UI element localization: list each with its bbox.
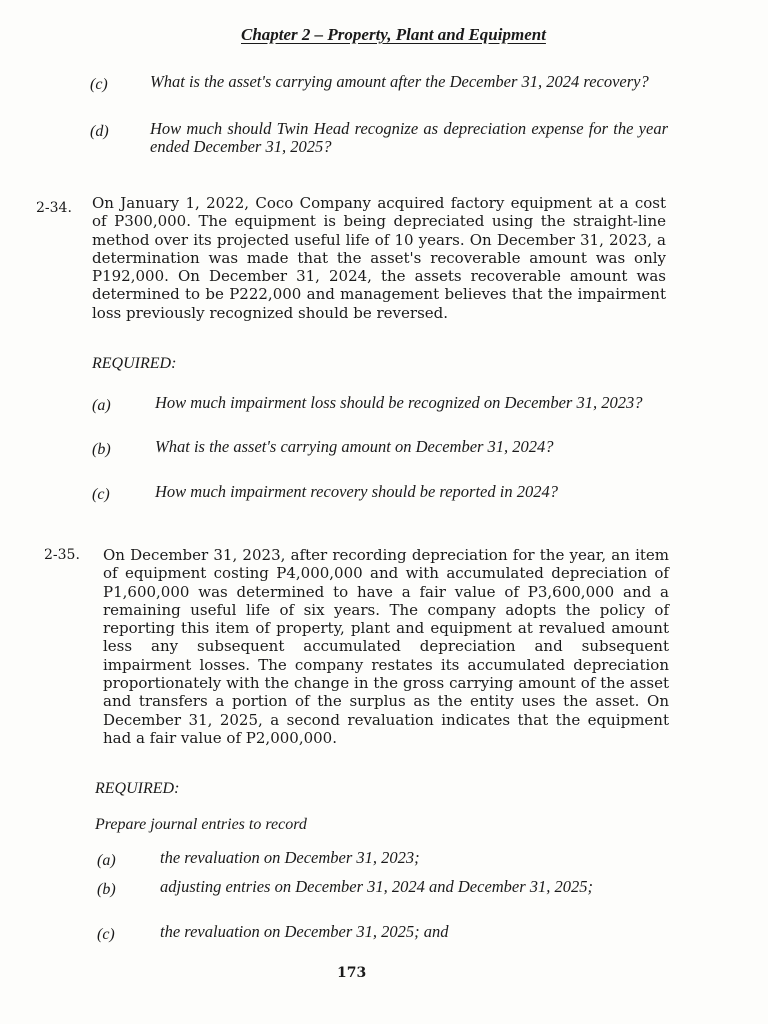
prev-item-d-label: (d) (90, 123, 109, 140)
problem-2-34-item-b-label: (b) (92, 441, 111, 458)
prev-item-c-text: What is the asset's carrying amount after the December 31, 2024 recovery? (150, 72, 649, 91)
problem-2-34-body: On January 1, 2022, Coco Company acquired factory equipment at a cost of P300,000. The equipment is being depreciated using the straight-line method over its projected useful life of 10 years. On December 31, 2023, a determination was made that the asset's recoverable amount was only P192,000. On December 31, 2024, the assets recoverable amount was determined to be P222,000 and management believes that the impairment loss previously recognized should be reversed. (92, 194, 666, 322)
problem-2-35-item-c-text: the revaluation on December 31, 2025; and (160, 922, 449, 941)
problem-2-35-required: REQUIRED: (95, 780, 180, 797)
problem-2-34-number: 2-34. (36, 200, 72, 216)
chapter-header: Chapter 2 – Property, Plant and Equipment (241, 25, 546, 44)
problem-2-35-number: 2-35. (44, 547, 80, 563)
prev-item-d-text: How much should Twin Head recognize as depreciation expense for the year ended December 31, 2025? (150, 119, 668, 156)
problem-2-35-instruction: Prepare journal entries to record (95, 816, 307, 833)
problem-2-34-item-c-label: (c) (92, 486, 110, 503)
problem-2-34-item-a-text: How much impairment loss should be recognized on December 31, 2023? (155, 393, 643, 412)
page-number: 173 (337, 965, 367, 981)
problem-2-35-item-b-text: adjusting entries on December 31, 2024 and December 31, 2025; (160, 877, 594, 896)
problem-2-34-required: REQUIRED: (92, 355, 177, 372)
problem-2-34-item-c-text: How much impairment recovery should be reported in 2024? (155, 482, 558, 501)
problem-2-35-body: On December 31, 2023, after recording depreciation for the year, an item of equipment costing P4,000,000 and with accumulated depreciation of P1,600,000 was determined to have a fair value of P3,600,000 and a remaining useful life of six years. The company adopts the policy of reporting this item of property, plant and equipment at revalued amount less any subsequent accumulated depreciation and subsequent impairment losses. The company restates its accumulated depreciation proportionately with the change in the gross carrying amount of the asset and transfers a portion of the surplus as the entity uses the asset. On December 31, 2025, a second revaluation indicates that the equipment had a fair value of P2,000,000. (103, 546, 669, 747)
problem-2-34-item-b-text: What is the asset's carrying amount on December 31, 2024? (155, 437, 554, 456)
problem-2-34-item-a-label: (a) (92, 397, 111, 414)
problem-2-35-item-a-label: (a) (97, 852, 116, 869)
problem-2-35-item-a-text: the revaluation on December 31, 2023; (160, 848, 420, 867)
problem-2-35-item-c-label: (c) (97, 926, 115, 943)
prev-item-c-label: (c) (90, 76, 108, 93)
problem-2-35-item-b-label: (b) (97, 881, 116, 898)
